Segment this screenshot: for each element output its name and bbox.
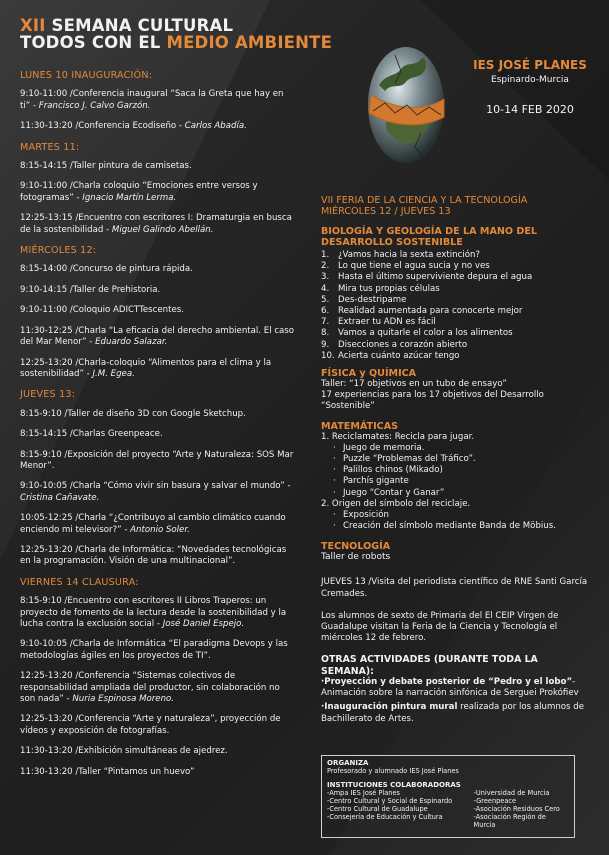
schedule-item bbox=[20, 545, 295, 568]
schedule-column bbox=[20, 70, 295, 787]
schedule-item bbox=[20, 358, 295, 381]
colab-institution: -Universidad de Murcia bbox=[473, 789, 550, 797]
schedule-item-text: 12:25-13:20 /Charla-coloquio “Alimentos para el clima y la sostenibilidad” - bbox=[20, 357, 272, 379]
biology-item bbox=[321, 284, 591, 295]
biology-item-text: Extraer tu ADN es fácil bbox=[338, 317, 436, 328]
speaker-name: Miguel Galindo Abellán. bbox=[111, 224, 214, 235]
organizers-box bbox=[321, 755, 575, 838]
speaker-name: J.M. Egea. bbox=[92, 368, 135, 379]
event-dates: 10-14 FEB 2020 bbox=[486, 103, 574, 116]
math-subitem: · Exposición bbox=[333, 510, 591, 521]
speaker-name: Antonio Soler. bbox=[130, 524, 190, 535]
colab-institution: -Centro Cultural y Social de Espinardo bbox=[327, 797, 453, 805]
feria-column bbox=[321, 226, 591, 725]
other-activity-1-desc: - Animación sobre la narración sinfónica de Serguei Prokófiev bbox=[321, 676, 579, 699]
math-item-2-list bbox=[321, 510, 591, 532]
feria-header bbox=[321, 195, 591, 217]
schedule-item bbox=[20, 450, 295, 473]
poster-title bbox=[20, 17, 332, 51]
biology-item-text: Mira tus propias células bbox=[338, 283, 440, 294]
speaker-name: Ignacio Martín Lerma. bbox=[82, 192, 177, 203]
schedule-item bbox=[20, 89, 295, 112]
schedule-item-text: 12:25-13:15 /Encuentro con escritores I: Dramaturgia en busca de la sostenibilidad - bbox=[20, 213, 292, 235]
schedule-item-text: 8:15-14:00 /Concurso de pintura rápida. bbox=[20, 264, 193, 275]
biology-item-number: 7. bbox=[321, 317, 330, 328]
biology-item-number: 3. bbox=[321, 272, 330, 283]
math-item-1-list bbox=[321, 443, 591, 499]
biology-item bbox=[321, 272, 591, 283]
colab-right-list bbox=[474, 789, 569, 829]
colab-left-list bbox=[327, 789, 474, 829]
colab-institution: -Consejería de Educación y Cultura bbox=[327, 813, 443, 821]
schedule-item bbox=[20, 596, 295, 630]
colab-heading: INSTITUCIONES COLABORADORAS bbox=[327, 781, 461, 789]
biology-item-number: 6. bbox=[321, 306, 330, 317]
feria-title: VII FERIA DE LA CIENCIA Y LA TECNOLOGÍA bbox=[321, 195, 528, 206]
school-name: IES JOSÉ PLANES bbox=[473, 58, 587, 72]
schedule-item bbox=[20, 671, 295, 705]
biology-item-text: Disecciones a corazón abierto bbox=[338, 339, 468, 350]
biology-item-text: Hasta el último superviviente depura el agua bbox=[338, 272, 533, 283]
biology-item bbox=[321, 261, 591, 272]
schedule-item bbox=[20, 481, 295, 504]
day-heading: MIÉRCOLES 12: bbox=[20, 245, 97, 257]
bandaged-earth-egg-illustration bbox=[365, 25, 447, 175]
physics-chemistry-experiences: 17 experiencias para los 17 objetivos del Desarrollo “Sostenible” bbox=[321, 390, 544, 412]
other-activity-1 bbox=[321, 677, 591, 699]
schedule-item bbox=[20, 326, 295, 349]
schedule-item bbox=[20, 121, 295, 132]
schedule-item-text: 12:25-13:20 /Conferencia “Arte y naturaleza”, proyección de vídeos y exposición de fotografías. bbox=[20, 714, 281, 736]
speaker-name: Carlos Abadía. bbox=[184, 121, 247, 132]
speaker-name: Eduardo Salazar. bbox=[95, 337, 168, 348]
biology-item-number: 2. bbox=[321, 261, 330, 272]
organiza-text: Profesorado y alumnado IES José Planes bbox=[327, 767, 459, 775]
title-line2-accent: MEDIO AMBIENTE bbox=[166, 33, 333, 52]
schedule-item-text: 9:10-14:15 /Taller de Prehistoria. bbox=[20, 284, 161, 295]
title-roman-numeral: XII bbox=[20, 16, 46, 35]
biology-item-text: ¿Vamos hacia la sexta extinción? bbox=[338, 250, 480, 260]
schedule-item-text: 9:10-11:00 /Charla coloquio “Emociones entre versos y fotogramas” - bbox=[20, 181, 258, 203]
schedule-item bbox=[20, 714, 295, 737]
other-activity-1-title: ·Proyección y debate posterior de “Pedro y el lobo” bbox=[321, 676, 573, 687]
day-heading: LUNES 10 INAUGURACIÓN: bbox=[20, 70, 153, 81]
schedule-item bbox=[20, 429, 295, 440]
biology-item bbox=[321, 351, 591, 362]
physics-chemistry-workshop: Taller: “17 objetivos en un tubo de ensayo” bbox=[321, 379, 507, 390]
other-activity-2-desc: realizada por los alumnos de Bachillerato de Artes. bbox=[321, 702, 584, 724]
schedule-item-text: 8:15-9:10 /Exposición del proyecto “Arte y Naturaleza: SOS Mar Menor”. bbox=[20, 449, 294, 471]
biology-item-number: 4. bbox=[321, 283, 330, 294]
schedule-item-text: 12:25-13:20 /Charla de Informática: “Novedades tecnológicas en la programación. Visión de una multinacional”. bbox=[20, 544, 287, 567]
biology-item bbox=[321, 295, 591, 306]
colab-institution: -Asociación Región de Murcia bbox=[473, 813, 546, 829]
colab-institution: -Greenpeace bbox=[473, 797, 517, 805]
math-subitem: · Creación del símbolo mediante Banda de Möbius. bbox=[333, 521, 591, 532]
biology-item-text: Acierta cuánto azúcar tengo bbox=[338, 350, 460, 361]
schedule-item-text: 12:25-13:20 /Conferencia “Sistemas colectivos de responsabilidad ampliada del productor, sin colaboración no son nada” - bbox=[20, 671, 280, 705]
colab-institution: -Centro Cultural de Guadalupe bbox=[327, 805, 428, 813]
schedule-item-text: 11:30-13:20 /Exhibición simultáneas de ajedrez. bbox=[20, 746, 228, 757]
schedule-item-text: 10:05-12:25 /Charla “¿Contribuyo al cambio climático cuando enciendo mi televisor?” - bbox=[20, 513, 286, 535]
biology-item bbox=[321, 250, 591, 261]
schedule-item-text: 11:30-13:20 /Taller “Pintamos un huevo” bbox=[20, 766, 195, 777]
journalist-visit: JUEVES 13 /Visita del periodista científico de RNE Santi García Cremades. bbox=[321, 577, 588, 599]
schedule-item bbox=[20, 409, 295, 420]
other-activity-2 bbox=[321, 702, 591, 724]
title-line1: SEMANA CULTURAL bbox=[45, 16, 234, 35]
title-line2-prefix: TODOS CON EL bbox=[20, 33, 167, 52]
math-subitem: · Juego “Contar y Ganar” bbox=[333, 488, 591, 499]
biology-item-text: Lo que tiene el agua sucia y no ves bbox=[338, 261, 490, 272]
biology-item-number: 1. bbox=[321, 250, 330, 260]
day-heading: JUEVES 13: bbox=[20, 389, 76, 401]
schedule-item bbox=[20, 161, 295, 172]
biology-item-text: Realidad aumentada para conocerte mejor bbox=[338, 306, 523, 317]
biology-item-number: 9. bbox=[321, 339, 330, 350]
math-subitem: · Juego de memoria. bbox=[333, 443, 591, 454]
organiza-heading: ORGANIZA bbox=[327, 759, 369, 767]
school-visit: Los alumnos de sexto de Primaria del El CEIP Virgen de Guadalupe visitan la Feria de la Ciencia y Tecnología el miércoles 12 de febrero. bbox=[321, 610, 559, 644]
schedule-item-text: 8:15-9:10 /Taller de diseño 3D con Google Sketchup. bbox=[20, 408, 246, 419]
biology-heading: BIOLOGÍA Y GEOLOGÍA DE LA MANO DEL DESARROLLO SOSTENIBLE bbox=[321, 226, 538, 248]
math-subitem: · Puzzle “Problemas del Tráfico”. bbox=[333, 454, 591, 465]
schedule-item bbox=[20, 213, 295, 236]
colab-institution: -Ampa IES José Planes bbox=[327, 789, 400, 797]
math-subitem: · Palillos chinos (Mikado) bbox=[333, 465, 591, 476]
math-subitem: · Parchís gigante bbox=[333, 476, 591, 487]
schedule-item-text: 11:30-12:25 /Charla “La eficacia del derecho ambiental. El caso del Mar Menor” - bbox=[20, 325, 295, 348]
biology-item-number: 5. bbox=[321, 294, 330, 305]
math-item-2: 2. Origen del símbolo del reciclaje. bbox=[321, 498, 471, 509]
biology-item bbox=[321, 340, 591, 351]
biology-item bbox=[321, 328, 591, 339]
schedule-item bbox=[20, 746, 295, 757]
other-activities-heading: OTRAS ACTIVIDADES (DURANTE TODA LA SEMANA): bbox=[321, 654, 538, 677]
biology-item bbox=[321, 317, 591, 328]
other-activity-2-title: ·Inauguración pintura mural bbox=[321, 702, 458, 713]
math-item-1: 1. Reciclamates: Recicla para jugar. bbox=[321, 431, 475, 442]
school-place: Espinardo-Murcia bbox=[491, 75, 569, 85]
feria-dates: MIÉRCOLES 12 / JUEVES 13 bbox=[321, 206, 451, 217]
biology-item-text: Des-destripame bbox=[338, 294, 407, 305]
speaker-name: Francisco J. Calvo Garzón. bbox=[38, 100, 151, 111]
biology-item-text: Vamos a quitarle el color a los alimentos bbox=[338, 328, 513, 339]
schedule-item-text: 8:15-14:15 /Taller pintura de camisetas. bbox=[20, 161, 192, 172]
day-heading: VIERNES 14 CLAUSURA: bbox=[20, 576, 139, 588]
biology-item bbox=[321, 306, 591, 317]
biology-list bbox=[321, 250, 591, 362]
schedule-item-text: 9:10-10:05 /Charla de Informática “El paradigma Devops y las metodologías ágiles en los proyectos de TI”. bbox=[20, 639, 288, 661]
speaker-name: José Daniel Espejo. bbox=[162, 619, 245, 629]
schedule-item bbox=[20, 305, 295, 316]
technology-heading: TECNOLOGÍA bbox=[321, 541, 391, 553]
schedule-item-text: 8:15-14:15 /Charlas Greenpeace. bbox=[20, 429, 163, 440]
schedule-item-text: 8:15-9:10 /Encuentro con escritores II Libros Traperos: un proyecto de fomento de la lectura desde la sostenibilidad y la lucha contra la exclusión social - bbox=[20, 596, 287, 629]
biology-item-number: 8. bbox=[321, 328, 330, 339]
biology-item-number: 10. bbox=[321, 350, 335, 361]
speaker-name: Nuria Espinosa Moreno. bbox=[72, 694, 175, 705]
day-heading: MARTES 11: bbox=[20, 141, 80, 153]
technology-workshop: Taller de robots bbox=[321, 552, 391, 563]
schedule-item bbox=[20, 264, 295, 275]
colab-institution: -Asociación Residuos Cero bbox=[473, 805, 560, 813]
schedule-item bbox=[20, 639, 295, 662]
schedule-item-text: 11:30-13:20 /Conferencia Ecodiseño - bbox=[20, 121, 185, 132]
schedule-item bbox=[20, 181, 295, 204]
schedule-item-text: 9:10-11:00 /Conferencia inaugural “Saca la Greta que hay en ti” - bbox=[20, 89, 284, 111]
schedule-item-text: 9:10-10:05 /Charla “Cómo vivir sin basura y salvar el mundo” - bbox=[20, 481, 291, 492]
schedule-item bbox=[20, 767, 295, 778]
speaker-name: Cristina Cañavate. bbox=[20, 492, 100, 503]
schedule-item bbox=[20, 285, 295, 296]
math-heading: MATEMÁTICAS bbox=[321, 420, 399, 432]
school-info bbox=[460, 58, 600, 116]
schedule-item bbox=[20, 513, 295, 536]
schedule-item-text: 9:10-11:00 /Coloquio ADICTTescentes. bbox=[20, 305, 184, 316]
physics-chemistry-heading: FÍSICA y QUÍMICA bbox=[321, 368, 417, 380]
